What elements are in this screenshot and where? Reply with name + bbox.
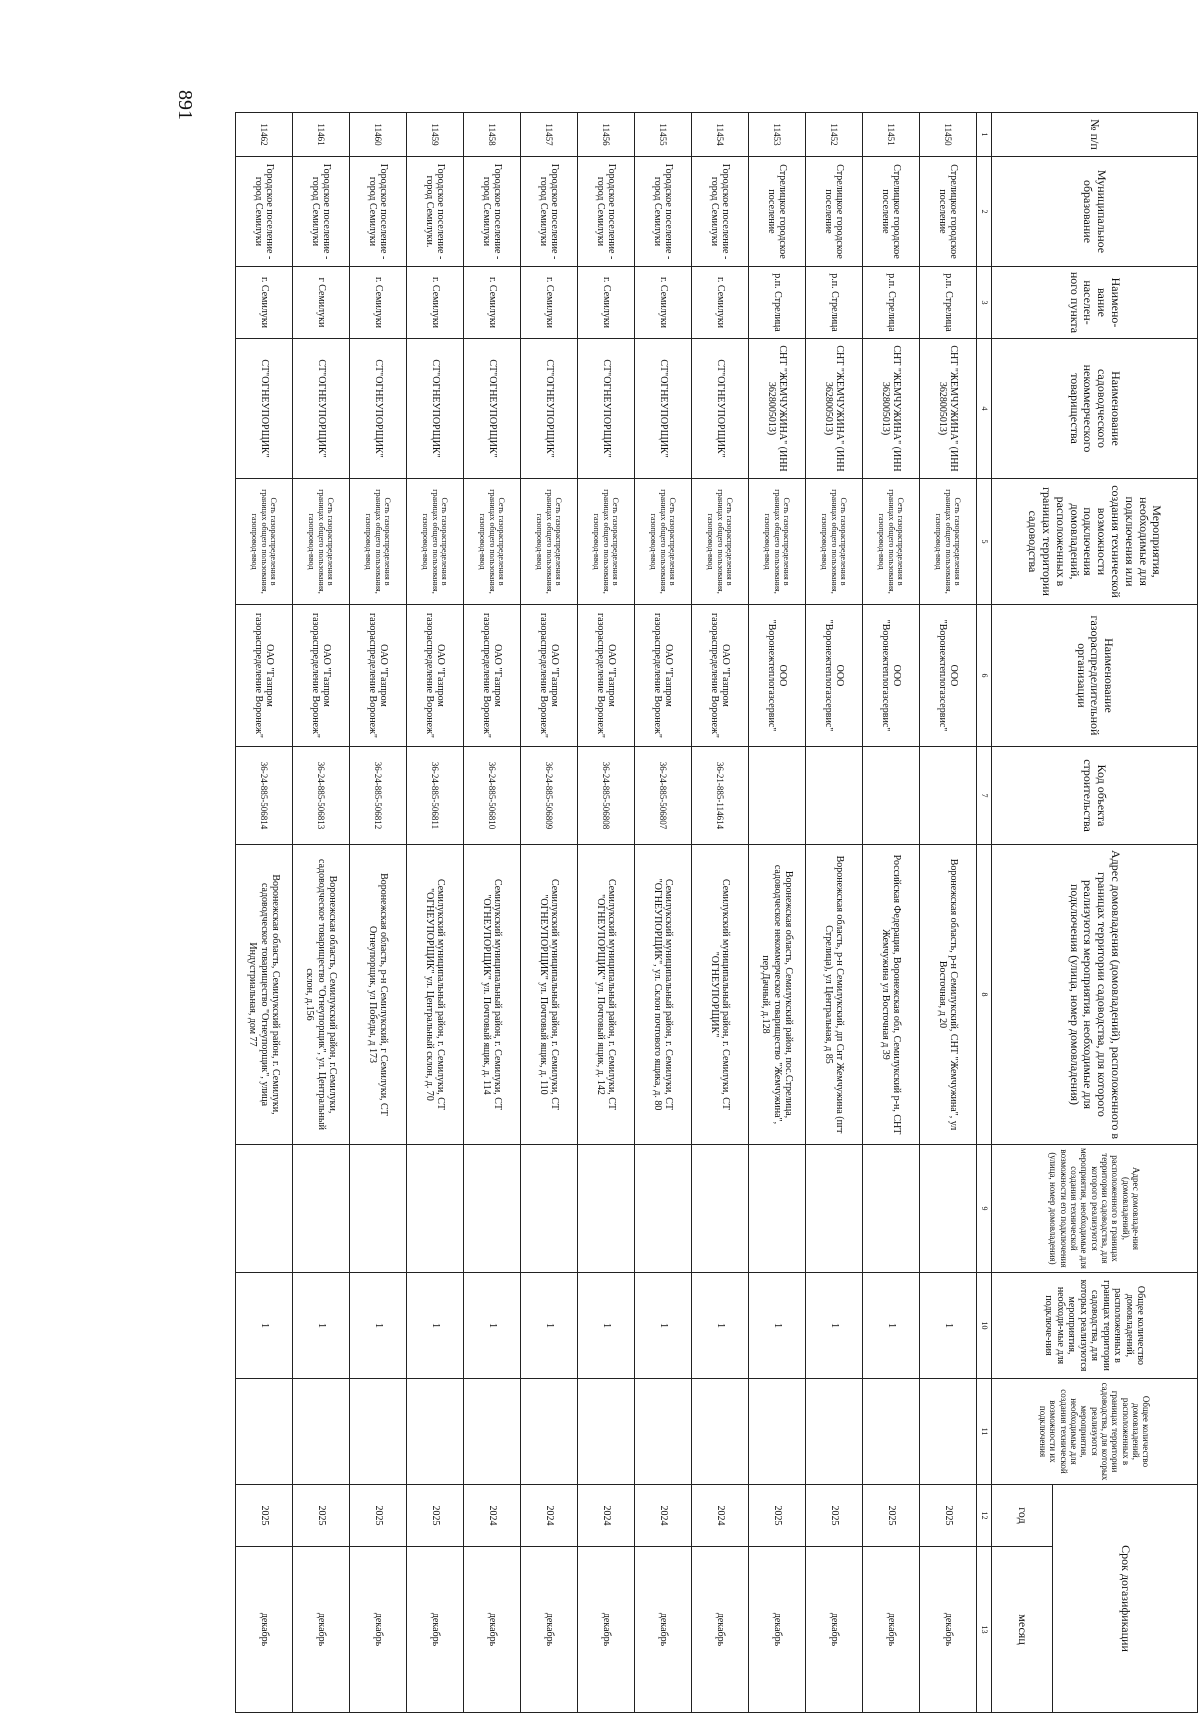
cell-municipality: Стрелицкое городское поселение: [863, 157, 920, 267]
table-row: [293, 113, 350, 1713]
cell-settlement: г. Семилуки: [236, 267, 293, 339]
cell-count-capability: [806, 1379, 863, 1485]
cell-address-capability: [236, 1145, 293, 1273]
column-number: 6: [977, 605, 992, 747]
table-row: [920, 113, 977, 1713]
header-address-capability: Адрес домовладе-ния (домовладений), расположенного в границах территории садоводства, для которого реализуются мероприятия, необходимые для создания технической возможности его подключения (улица, номер домовладения): [992, 1145, 1198, 1273]
cell-partnership: СТ"ОГНЕУПОРЩИК": [407, 339, 464, 479]
column-number: 2: [977, 157, 992, 267]
cell-gas-organization: ОАО "Газпром газораспределение Воронеж": [350, 605, 407, 747]
cell-partnership: СНТ "ЖЕМЧУЖИНА" (ИНН 3628005013): [806, 339, 863, 479]
cell-measures: Сеть газораспределения в границах общего пользования, газопровод-ввод: [635, 479, 692, 605]
table-row: [407, 113, 464, 1713]
cell-gas-organization: ООО "Воронежтеплогазсервис": [806, 605, 863, 747]
cell-month: декабрь: [293, 1547, 350, 1713]
header-row: [1053, 113, 1198, 1713]
header-address-connection: Адрес домовладения (домовладений), расположенного в границах территории садоводства, для которого реализуются мероприятия, необходимые для подключения (улица, номер домовладения): [992, 845, 1198, 1145]
cell-row-number: 11452: [806, 113, 863, 157]
cell-measures: Сеть газораспределения в границах общего пользования, газопровод-ввод: [464, 479, 521, 605]
cell-address-connection: Семилукский муниципальный район, г. Семилуки, СТ "ОГНЕУПОРЩИК" ул. Почтовый ящик, д. 114: [464, 845, 521, 1145]
cell-settlement: г. Семилуки: [407, 267, 464, 339]
cell-object-code: 36-24-885-506814: [236, 747, 293, 845]
cell-count-connection: 1: [635, 1273, 692, 1379]
cell-address-capability: [692, 1145, 749, 1273]
table-row: [635, 113, 692, 1713]
cell-count-connection: 1: [521, 1273, 578, 1379]
cell-gas-organization: ОАО "Газпром газораспределение Воронеж": [236, 605, 293, 747]
cell-month: декабрь: [863, 1547, 920, 1713]
header-no: № п/п: [992, 113, 1198, 157]
cell-municipality: Городское поселение - город Семилуки: [293, 157, 350, 267]
cell-object-code: 36-24-885-506811: [407, 747, 464, 845]
cell-measures: Сеть газораспределения в границах общего пользования, газопровод-ввод: [407, 479, 464, 605]
cell-settlement: г. Семилуки: [521, 267, 578, 339]
cell-count-capability: [293, 1379, 350, 1485]
cell-address-connection: Воронежская область, р-н Семилукский, г Семилуки, СТ Огнеупорщик, ул Победы, д 173: [350, 845, 407, 1145]
header-partnership: Наименование садоводческого некоммерческого товарищества: [992, 339, 1198, 479]
cell-count-connection: 1: [293, 1273, 350, 1379]
page-number: 891: [174, 90, 196, 120]
cell-address-connection: Семилукский муниципальный район, г. Семилуки, СТ "ОГНЕУПОРЩИК" ул. Почтовый ящик, д. 110: [521, 845, 578, 1145]
cell-municipality: Городское поселение - город Семилуки: [578, 157, 635, 267]
cell-address-connection: Воронежская область, р-н Семилукский, дп Снт Жемчужина (пгт Стрелица), ул Центральная, д 85: [806, 845, 863, 1145]
cell-gas-organization: ООО "Воронежтеплогазсервис": [863, 605, 920, 747]
cell-measures: Сеть газораспределения в границах общего пользования, газопровод-ввод: [578, 479, 635, 605]
cell-object-code: 36-24-885-506808: [578, 747, 635, 845]
cell-measures: Сеть газораспределения в границах общего пользования, газопровод-ввод: [749, 479, 806, 605]
cell-object-code: [806, 747, 863, 845]
cell-year: 2025: [350, 1485, 407, 1547]
cell-row-number: 11451: [863, 113, 920, 157]
cell-month: декабрь: [920, 1547, 977, 1713]
cell-address-capability: [578, 1145, 635, 1273]
cell-month: декабрь: [806, 1547, 863, 1713]
cell-year: 2024: [635, 1485, 692, 1547]
cell-row-number: 11460: [350, 113, 407, 157]
cell-address-capability: [920, 1145, 977, 1273]
cell-row-number: 11455: [635, 113, 692, 157]
cell-count-connection: 1: [749, 1273, 806, 1379]
cell-partnership: СТ"ОГНЕУПОРЩИК": [293, 339, 350, 479]
cell-address-connection: Воронежская область, Семилукский район, пос.Стрелица, садоводческое некоммерческое товарищество "Жемчужина", пер.Дачный, д.128: [749, 845, 806, 1145]
cell-settlement: г. Семилуки: [464, 267, 521, 339]
cell-gas-organization: ОАО "Газпром газораспределение Воронеж": [464, 605, 521, 747]
column-number: 5: [977, 479, 992, 605]
cell-address-connection: Воронежская область, Семилукский район, г. Семилуки, садоводческое товарищество "Огнеупорщик", улица Индустриальная, дом 77: [236, 845, 293, 1145]
cell-partnership: СТ"ОГНЕУПОРЩИК": [692, 339, 749, 479]
cell-municipality: Городское поселение - город Семилуки: [635, 157, 692, 267]
cell-municipality: Стрелицкое городское поселение: [806, 157, 863, 267]
cell-month: декабрь: [521, 1547, 578, 1713]
cell-count-capability: [521, 1379, 578, 1485]
cell-object-code: 36-24-885-506807: [635, 747, 692, 845]
cell-partnership: СНТ "ЖЕМЧУЖИНА" (ИНН 3628005013): [920, 339, 977, 479]
cell-municipality: Городское поселение - город Семилуки: [236, 157, 293, 267]
cell-settlement: р.п. Стрелица: [920, 267, 977, 339]
cell-row-number: 11461: [293, 113, 350, 157]
cell-partnership: СНТ "ЖЕМЧУЖИНА" (ИНН 3628005013): [863, 339, 920, 479]
cell-row-number: 11462: [236, 113, 293, 157]
cell-gas-organization: ООО "Воронежтеплогазсервис": [749, 605, 806, 747]
cell-measures: Сеть газораспределения в границах общего пользования, газопровод-ввод: [692, 479, 749, 605]
cell-month: декабрь: [635, 1547, 692, 1713]
column-number: 8: [977, 845, 992, 1145]
cell-object-code: 36-24-885-506810: [464, 747, 521, 845]
table-row: [350, 113, 407, 1713]
cell-month: декабрь: [692, 1547, 749, 1713]
cell-gas-organization: ОАО "Газпром газораспределение Воронеж": [635, 605, 692, 747]
cell-address-connection: Российская Федерация, Воронежская обл, Семилукский р-н, СНТ Жемчужина ул Восточная д 39: [863, 845, 920, 1145]
cell-count-connection: 1: [863, 1273, 920, 1379]
column-number: 7: [977, 747, 992, 845]
header-deadline: Срок догазификации: [1053, 1485, 1198, 1713]
column-number: 1: [977, 113, 992, 157]
cell-address-capability: [863, 1145, 920, 1273]
cell-municipality: Городское поселение - город Семилуки: [692, 157, 749, 267]
cell-address-capability: [806, 1145, 863, 1273]
header-municipality: Муниципальное образование: [992, 157, 1198, 267]
cell-year: 2025: [920, 1485, 977, 1547]
cell-row-number: 11453: [749, 113, 806, 157]
cell-settlement: г. Семилуки: [692, 267, 749, 339]
column-number: 9: [977, 1145, 992, 1273]
cell-measures: Сеть газораспределения в границах общего пользования, газопровод-ввод: [806, 479, 863, 605]
header-measures: Мероприятия, необходимые для подключения или создания технической возможности подключения домовладений, расположенных в границах территории садоводства: [992, 479, 1198, 605]
table-row: [464, 113, 521, 1713]
cell-count-capability: [863, 1379, 920, 1485]
table-row: [692, 113, 749, 1713]
cell-count-capability: [749, 1379, 806, 1485]
cell-count-capability: [635, 1379, 692, 1485]
cell-object-code: 36-24-885-506812: [350, 747, 407, 845]
cell-address-capability: [350, 1145, 407, 1273]
header-object-code: Код объекта строительства: [992, 747, 1198, 845]
cell-month: декабрь: [350, 1547, 407, 1713]
cell-year: 2024: [521, 1485, 578, 1547]
cell-year: 2024: [692, 1485, 749, 1547]
cell-address-connection: Семилукский муниципальный район, г. Семилуки, СТ "ОГНЕУПОРЩИК": [692, 845, 749, 1145]
cell-count-capability: [920, 1379, 977, 1485]
table-row: [749, 113, 806, 1713]
cell-object-code: [749, 747, 806, 845]
cell-address-capability: [635, 1145, 692, 1273]
cell-object-code: 36-21-885-114614: [692, 747, 749, 845]
cell-measures: Сеть газораспределения в границах общего пользования, газопровод-ввод: [350, 479, 407, 605]
cell-count-connection: 1: [407, 1273, 464, 1379]
column-number: 12: [977, 1485, 992, 1547]
cell-partnership: СТ"ОГНЕУПОРЩИК": [236, 339, 293, 479]
cell-count-capability: [692, 1379, 749, 1485]
cell-row-number: 11456: [578, 113, 635, 157]
cell-row-number: 11454: [692, 113, 749, 157]
cell-partnership: СТ"ОГНЕУПОРЩИК": [464, 339, 521, 479]
cell-object-code: [863, 747, 920, 845]
cell-settlement: г. Семилуки: [578, 267, 635, 339]
header-settlement: Наимено-вание населен-ного пункта: [992, 267, 1198, 339]
cell-month: декабрь: [578, 1547, 635, 1713]
gasification-table: [235, 112, 1198, 1713]
cell-municipality: Стрелицкое городское поселение: [920, 157, 977, 267]
cell-object-code: 36-24-885-506809: [521, 747, 578, 845]
column-number: 10: [977, 1273, 992, 1379]
cell-year: 2025: [407, 1485, 464, 1547]
cell-municipality: Стрелицкое городское поселение: [749, 157, 806, 267]
cell-year: 2024: [464, 1485, 521, 1547]
cell-row-number: 11450: [920, 113, 977, 157]
cell-municipality: Городское поселение - город Семилуки: [521, 157, 578, 267]
cell-partnership: СТ"ОГНЕУПОРЩИК": [350, 339, 407, 479]
table-row: [806, 113, 863, 1713]
cell-settlement: р.п. Стрелица: [806, 267, 863, 339]
cell-row-number: 11457: [521, 113, 578, 157]
cell-gas-organization: ООО "Воронежтеплогазсервис": [920, 605, 977, 747]
cell-count-connection: 1: [464, 1273, 521, 1379]
cell-gas-organization: ОАО "Газпром газораспределение Воронеж": [407, 605, 464, 747]
cell-address-connection: Воронежская область, Семилукский район, г.Семилуки, садоводческое товарищество "Огнеупорщик", ул. Центральный склон, д.156: [293, 845, 350, 1145]
column-number: 4: [977, 339, 992, 479]
cell-settlement: р.п. Стрелица: [863, 267, 920, 339]
cell-settlement: г. Семилуки: [350, 267, 407, 339]
rotated-table-container: [92, 112, 1198, 1712]
cell-measures: Сеть газораспределения в границах общего пользования, газопровод-ввод: [521, 479, 578, 605]
cell-count-capability: [350, 1379, 407, 1485]
column-number: 11: [977, 1379, 992, 1485]
cell-count-connection: 1: [578, 1273, 635, 1379]
cell-row-number: 11458: [464, 113, 521, 157]
cell-settlement: г Семилуки: [293, 267, 350, 339]
header-count-connection: Общее количество домовладений, расположенных в границах территории садоводства, для которых реализуются мероприятия, необходи-мые для подключе-ния: [992, 1273, 1198, 1379]
cell-address-connection: Семилукский муниципальный район, г. Семилуки, СТ "ОГНЕУПОРЩИК" ул. Почтовый ящик, д. 142: [578, 845, 635, 1145]
table-row: [863, 113, 920, 1713]
cell-count-connection: 1: [920, 1273, 977, 1379]
table-row: [578, 113, 635, 1713]
column-number: 13: [977, 1547, 992, 1713]
cell-count-connection: 1: [236, 1273, 293, 1379]
cell-count-connection: 1: [692, 1273, 749, 1379]
cell-year: 2025: [863, 1485, 920, 1547]
cell-measures: Сеть газораспределения в границах общего пользования, газопровод-ввод: [920, 479, 977, 605]
cell-address-capability: [407, 1145, 464, 1273]
table-row: [521, 113, 578, 1713]
cell-month: декабрь: [464, 1547, 521, 1713]
cell-partnership: СТ"ОГНЕУПОРЩИК": [578, 339, 635, 479]
cell-partnership: СТ"ОГНЕУПОРЩИК": [635, 339, 692, 479]
cell-count-connection: 1: [350, 1273, 407, 1379]
cell-month: декабрь: [407, 1547, 464, 1713]
cell-gas-organization: ОАО "Газпром газораспределение Воронеж": [521, 605, 578, 747]
cell-address-connection: Семилукский муниципальный район, г. Семилуки, СТ "ОГНЕУПОРЩИК" ул. Центральный склон, д. 70: [407, 845, 464, 1145]
cell-gas-organization: ОАО "Газпром газораспределение Воронеж": [578, 605, 635, 747]
cell-gas-organization: ОАО "Газпром газораспределение Воронеж": [692, 605, 749, 747]
cell-gas-organization: ОАО "Газпром газораспределение Воронеж": [293, 605, 350, 747]
cell-address-connection: Семилукский муниципальный район, г. Семилуки, СТ "ОГНЕУПОРЩИК", ул. Склон почтового ящика, д. 80: [635, 845, 692, 1145]
cell-month: декабрь: [236, 1547, 293, 1713]
cell-count-capability: [236, 1379, 293, 1485]
column-number: 3: [977, 267, 992, 339]
cell-municipality: Городское поселение - город Семилуки: [464, 157, 521, 267]
cell-address-capability: [749, 1145, 806, 1273]
cell-year: 2025: [806, 1485, 863, 1547]
header-year: год: [992, 1485, 1053, 1547]
cell-year: 2025: [293, 1485, 350, 1547]
cell-address-capability: [464, 1145, 521, 1273]
cell-count-capability: [464, 1379, 521, 1485]
cell-address-connection: Воронежская область, р-н Семилукский, СНТ "Жемчужина", ул Восточная, д 20: [920, 845, 977, 1145]
cell-year: 2025: [236, 1485, 293, 1547]
cell-count-connection: 1: [806, 1273, 863, 1379]
cell-address-capability: [293, 1145, 350, 1273]
cell-measures: Сеть газораспределения в границах общего пользования, газопровод-ввод: [236, 479, 293, 605]
column-number-row: [977, 113, 992, 1713]
cell-object-code: [920, 747, 977, 845]
header-count-capability: Общее количество домовладений, расположенных в границах территории садоводства, для которых реализуются мероприятия, необходимые для создания технической возможности их подключения: [992, 1379, 1198, 1485]
table-row: [236, 113, 293, 1713]
cell-row-number: 11459: [407, 113, 464, 157]
cell-year: 2024: [578, 1485, 635, 1547]
cell-count-capability: [578, 1379, 635, 1485]
cell-settlement: г. Семилуки: [635, 267, 692, 339]
cell-partnership: СТ"ОГНЕУПОРЩИК": [521, 339, 578, 479]
cell-municipality: Городское поселение - город Семилуки.: [407, 157, 464, 267]
cell-partnership: СНТ "ЖЕМЧУЖИНА" (ИНН 3628005013): [749, 339, 806, 479]
header-month: месяц: [992, 1547, 1053, 1713]
cell-municipality: Городское поселение - город Семилуки: [350, 157, 407, 267]
cell-month: декабрь: [749, 1547, 806, 1713]
cell-measures: Сеть газораспределения в границах общего пользования, газопровод-ввод: [293, 479, 350, 605]
cell-settlement: р.п. Стрелица: [749, 267, 806, 339]
cell-year: 2025: [749, 1485, 806, 1547]
cell-count-capability: [407, 1379, 464, 1485]
cell-address-capability: [521, 1145, 578, 1273]
header-gas-organization: Наименование газораспределительной организации: [992, 605, 1198, 747]
table-body: [236, 113, 977, 1713]
cell-measures: Сеть газораспределения в границах общего пользования, газопровод-ввод: [863, 479, 920, 605]
cell-object-code: 36-24-885-506813: [293, 747, 350, 845]
